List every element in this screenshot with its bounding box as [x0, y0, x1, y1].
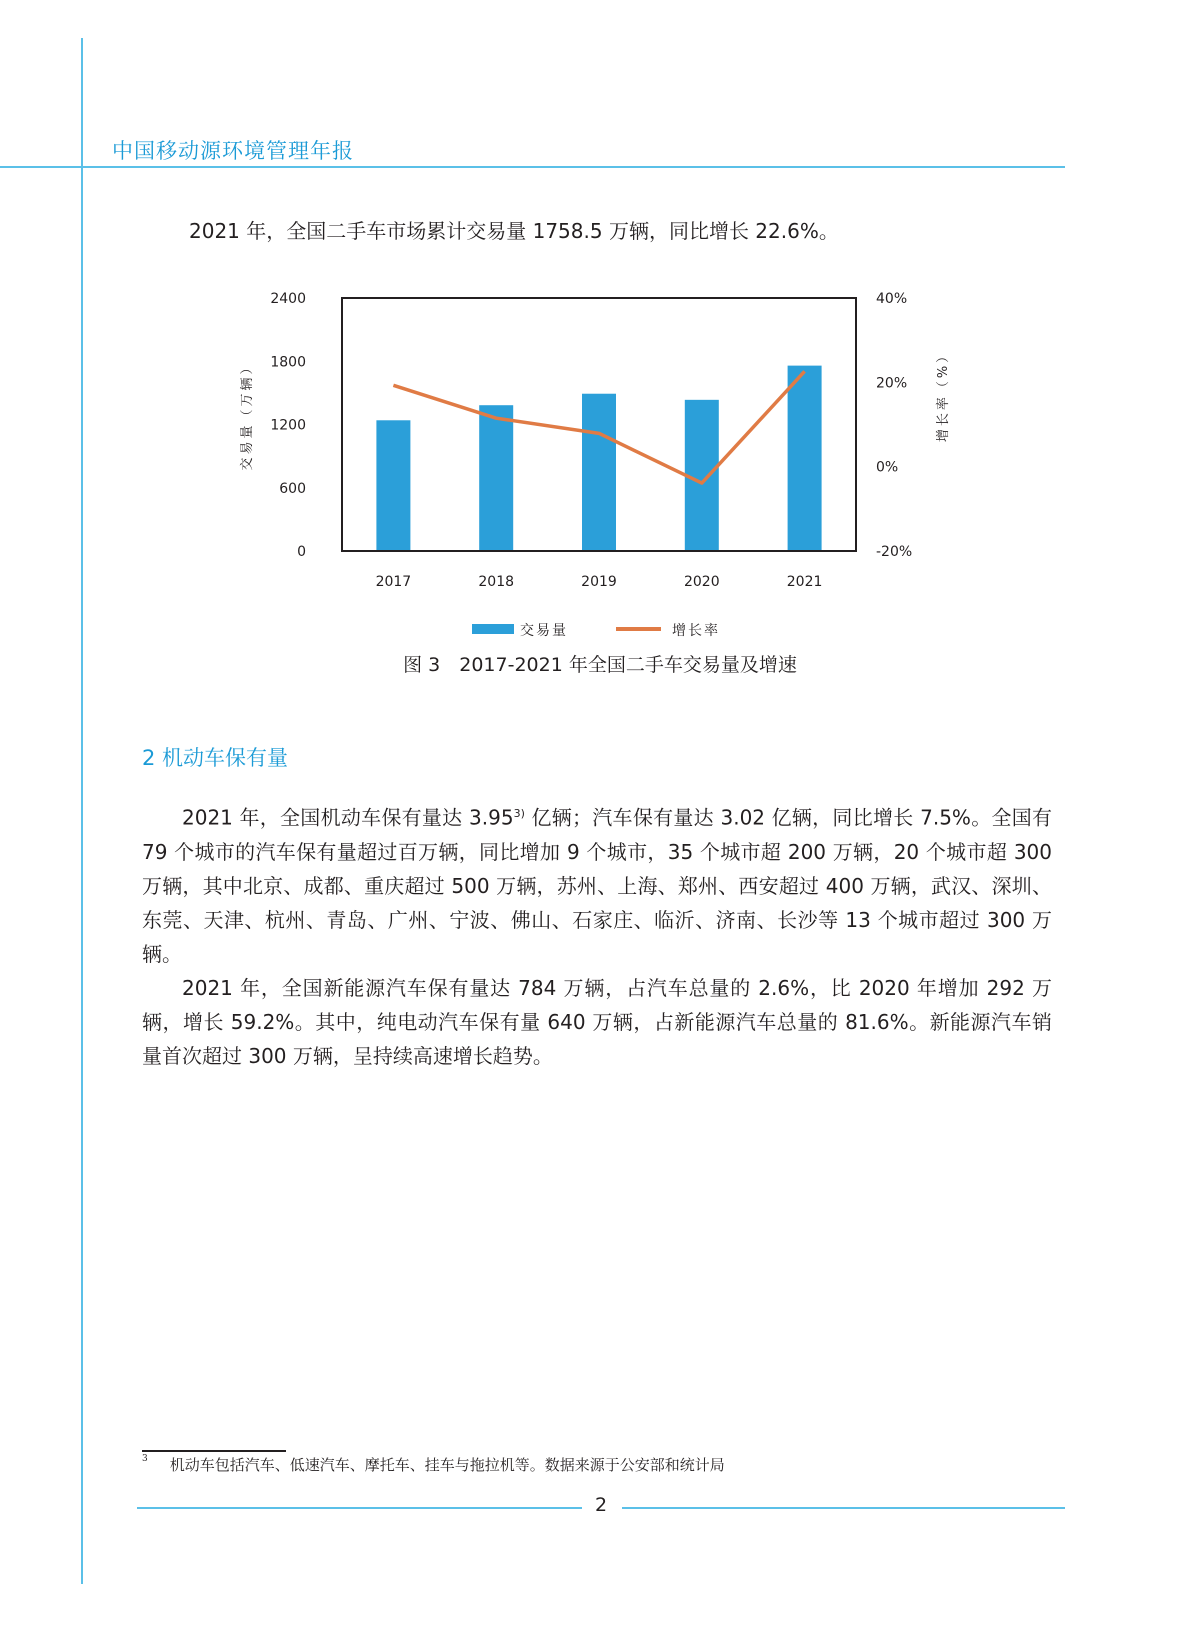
- bar-2017: [376, 420, 410, 551]
- section-heading: 2 机动车保有量: [142, 746, 289, 770]
- x-tick: 2021: [786, 574, 823, 590]
- y-tick-right: -20%: [876, 544, 913, 560]
- body-text: [142, 797, 1052, 1073]
- running-header: 中国移动源环境管理年报: [112, 139, 354, 163]
- margin-rule-vertical: [81, 38, 83, 1584]
- x-tick: 2020: [683, 574, 720, 590]
- header-rule: [0, 166, 1065, 168]
- legend-swatch-bars: [472, 624, 514, 634]
- footer-rule-left: [137, 1507, 582, 1509]
- y-tick-left: 1200: [270, 417, 306, 434]
- intro-paragraph: 2021 年，全国二手车市场累计交易量 1758.5 万辆，同比增长 22.6%。: [189, 219, 839, 243]
- y-tick-right: 20%: [876, 375, 908, 392]
- paragraph-1-text: 2021 年，全国机动车保有量达 3.95: [182, 805, 514, 830]
- y-tick-right: 0%: [876, 459, 899, 476]
- x-tick: 2018: [478, 574, 515, 590]
- footnote-rule: [142, 1450, 286, 1452]
- figure-caption: 图 3 2017-2021 年全国二手车交易量及增速: [403, 654, 797, 676]
- y-axis-label-right: 增长率（%）: [936, 346, 951, 443]
- y-tick-left: 2400: [270, 291, 306, 307]
- paragraph-2: 2021 年，全国新能源汽车保有量达 784 万辆，占汽车总量的 2.6%，比 2020 年增加 292 万辆，增长 59.2%。其中，纯电动汽车保有量 640 万辆，占新能源汽车总量的 81.6%。新能源汽车销量首次超过 300 万辆，呈持续高速增长趋势。: [142, 975, 1052, 1068]
- y-tick-left: 600: [279, 480, 306, 497]
- y-tick-right: 40%: [876, 291, 908, 307]
- y-tick-left: 1800: [270, 354, 306, 371]
- paragraph-1-text-cont: 亿辆；汽车保有量达 3.02 亿辆，同比增长 7.5%。全国有 79 个城市的汽车保有量超过百万辆，同比增加 9 个城市，35 个城市超 200 万辆，20 个城市超 300 万辆，其中北京、成都、重庆超过 500 万辆，苏州、上海、郑州、西安超过 400 万辆，武汉、深圳、东莞、天津、杭州、青岛、广州、宁波、佛山、石家庄、临沂、济南、长沙等 13 个城市超过 300 万辆。: [142, 805, 1052, 966]
- bar-2018: [479, 405, 513, 551]
- y-tick-left: 0: [297, 544, 306, 560]
- footnote-mark: 3: [142, 1454, 148, 1464]
- legend-label-line: 增长率: [672, 623, 720, 639]
- used-car-chart: [220, 280, 951, 650]
- footnote-text: 机动车包括汽车、低速汽车、摩托车、挂车与拖拉机等。数据来源于公安部和统计局: [169, 1456, 725, 1474]
- x-tick: 2017: [375, 574, 412, 590]
- paragraph-1: [142, 797, 1052, 971]
- footnote-ref: 3): [513, 807, 525, 820]
- footnote: [142, 1454, 725, 1475]
- footer-rule-right: [622, 1507, 1065, 1509]
- page-number: 2: [594, 1494, 608, 1516]
- bar-2021: [788, 366, 822, 551]
- y-axis-label-left: 交易量（万辆）: [240, 358, 255, 471]
- legend-label-bars: 交易量: [520, 623, 568, 639]
- bar-2019: [582, 394, 616, 551]
- x-tick: 2019: [581, 574, 617, 590]
